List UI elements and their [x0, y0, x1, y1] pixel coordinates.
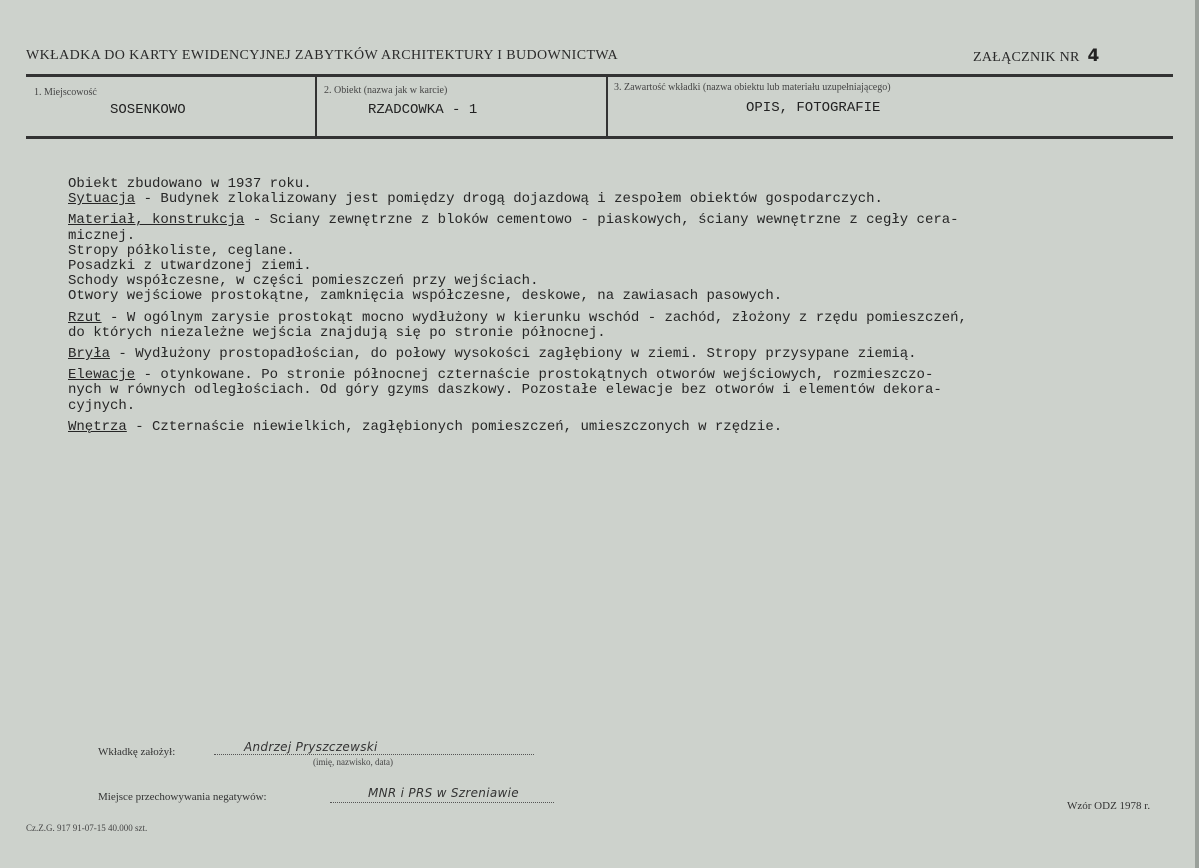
negatives-location-label: Miejsce przechowywania negatywów: — [98, 791, 267, 803]
elevation-paragraph — [68, 368, 1168, 383]
bottom-rule — [26, 136, 1173, 139]
form-title: WKŁADKA DO KARTY EWIDENCYJNEJ ZABYTKÓW ARCHITEKTURY I BUDOWNICTWA — [26, 48, 618, 63]
form-version: Wzór ODZ 1978 r. — [1067, 800, 1151, 812]
attachment-number-block — [973, 46, 1100, 66]
interior-paragraph — [68, 420, 1168, 435]
intro-line: Obiekt zbudowano w 1937 roku. — [68, 176, 312, 192]
plan-line-2: do których niezależne wejścia znajdują się po stronie północnej. — [68, 324, 606, 341]
mass-text: - Wydłużony prostopadłościan, do połowy wysokości zagłębiony w ziemi. Stropy przysypane ziemią. — [110, 346, 917, 363]
elevation-heading: Elewacje — [68, 367, 136, 384]
content-label: 3. Zawartość wkładki (nazwa obiektu lub materiału uzupełniającego) — [614, 82, 891, 93]
interior-text: - Czternaście niewielkich, zagłębionych pomieszczeń, umieszczonych w rzędzie. — [126, 418, 783, 435]
print-code: Cz.Z.G. 917 91-07-15 40.000 szt. — [26, 823, 148, 833]
attachment-number: 4 — [1087, 46, 1100, 66]
plan-paragraph — [68, 311, 1168, 326]
elevation-line-3: cyjnych. — [68, 397, 136, 414]
material-line-1: - Sciany zewnętrzne z bloków cementowo - piaskowych, ściany wewnętrzne z cegły cera- — [244, 212, 959, 229]
attachment-label: ZAŁĄCZNIK NR — [973, 50, 1080, 65]
situation-paragraph — [68, 192, 1168, 207]
interior-heading: Wnętrza — [68, 418, 127, 435]
field-divider-2 — [606, 76, 608, 138]
material-paragraph — [68, 213, 1168, 228]
material-line-3: Stropy półkoliste, ceglane. — [68, 242, 295, 259]
locality-label: 1. Miejscowość — [34, 87, 97, 98]
top-rule — [26, 74, 1173, 77]
material-line-4: Posadzki z utwardzonej ziemi. — [68, 258, 312, 275]
object-label: 2. Obiekt (nazwa jak w karcie) — [324, 85, 448, 96]
founded-by-hint: (imię, nazwisko, data) — [313, 757, 393, 767]
mass-heading: Bryła — [68, 346, 111, 363]
material-line-6: Otwory wejściowe prostokątne, zamknięcia współczesne, deskowe, na zawiasach pasowych. — [68, 288, 783, 305]
object-value: RZADCOWKA - 1 — [368, 102, 478, 118]
material-line-5: Schody współczesne, w części pomieszczeń przy wejściach. — [68, 273, 539, 290]
negatives-location-value: MNR i PRS w Szreniawie — [368, 786, 519, 800]
field-divider-1 — [315, 76, 317, 138]
description-body — [68, 177, 1168, 441]
content-value: OPIS, FOTOGRAFIE — [746, 100, 881, 116]
situation-text: - Budynek zlokalizowany jest pomiędzy drogą dojazdową i zespołem obiektów gospodarczych. — [135, 191, 883, 208]
material-heading: Materiał, konstrukcja — [68, 212, 245, 229]
situation-heading: Sytuacja — [68, 191, 136, 208]
elevation-line-1: - otynkowane. Po stronie północnej czternaście prostokątnych otworów wejściowych, rozmieszczo- — [135, 367, 934, 384]
elevation-line-2: nych w równych odległościach. Od góry gzyms daszkowy. Pozostałe elewacje bez otworów i elementów dekora- — [68, 382, 942, 399]
plan-heading: Rzut — [68, 309, 102, 326]
plan-line-1: - W ogólnym zarysie prostokąt mocno wydłużony w kierunku wschód - zachód, złożony z rzędu pomieszczeń, — [101, 309, 967, 326]
mass-paragraph — [68, 347, 1168, 362]
founded-by-label: Wkładkę założył: — [98, 746, 176, 758]
founded-by-signature: Andrzej Pryszczewski — [244, 740, 378, 754]
locality-value: SOSENKOWO — [110, 102, 186, 118]
material-line-2: micznej. — [68, 227, 136, 244]
